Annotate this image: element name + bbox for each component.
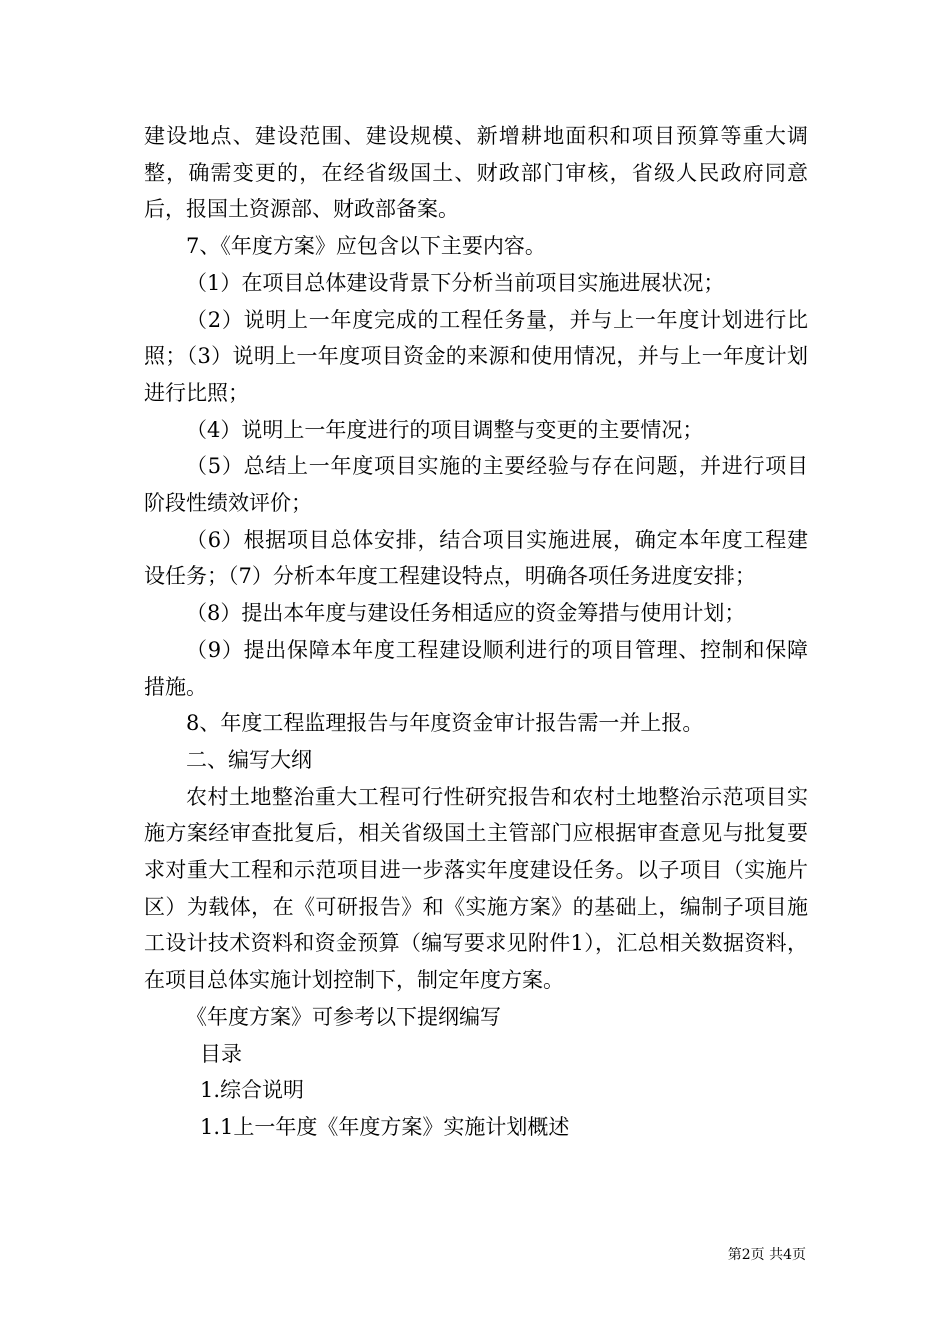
- list-item-4: （4）说明上一年度进行的项目调整与变更的主要情况；: [186, 417, 704, 442]
- section-heading-outline: 二、编写大纲: [186, 747, 312, 772]
- page-number-footer: 第2页 共4页: [727, 1247, 806, 1263]
- paragraph-item-8: 8、年度工程监理报告与年度资金审计报告需一并上报。: [186, 711, 704, 736]
- toc-heading: 目录: [200, 1041, 242, 1066]
- list-item-1: （1）在项目总体建设背景下分析当前项目实施进展状况；: [186, 270, 725, 295]
- toc-entry-1-1: 1.1上一年度《年度方案》实施计划概述: [200, 1114, 570, 1139]
- document-body: [144, 118, 808, 1146]
- list-item-5: （5）总结上一年度项目实施的主要经验与存在问题，并进行项目阶段性绩效评价；: [144, 454, 808, 516]
- paragraph-continuation: 建设地点、建设范围、建设规模、新增耕地面积和项目预算等重大调整，确需变更的，在经省级国土、财政部门审核，省级人民政府同意后，报国土资源部、财政部备案。: [144, 124, 808, 222]
- paragraph-outline-reference: 《年度方案》可参考以下提纲编写: [186, 1004, 501, 1029]
- paragraph-outline-body: 农村土地整治重大工程可行性研究报告和农村土地整治示范项目实施方案经审查批复后，相关省级国土主管部门应根据审查意见与批复要求对重大工程和示范项目进一步落实年度建设任务。以子项目（实施片区）为载体，在《可研报告》和《实施方案》的基础上，编制子项目施工设计技术资料和资金预算（编写要求见附件1），汇总相关数据资料，在项目总体实施计划控制下，制定年度方案。: [144, 784, 808, 993]
- list-item-6-7: （6）根据项目总体安排，结合项目实施进展，确定本年度工程建设任务；（7）分析本年度工程建设特点，明确各项任务进度安排；: [144, 527, 808, 589]
- paragraph-item-7: 7、《年度方案》应包含以下主要内容。: [186, 234, 546, 259]
- list-item-9: （9）提出保障本年度工程建设顺利进行的项目管理、控制和保障措施。: [144, 637, 808, 699]
- list-item-8: （8）提出本年度与建设任务相适应的资金筹措与使用计划；: [186, 601, 746, 626]
- list-item-2-3: （2）说明上一年度完成的工程任务量，并与上一年度计划进行比照；（3）说明上一年度项目资金的来源和使用情况，并与上一年度计划进行比照；: [144, 307, 808, 405]
- toc-entry-1: 1.综合说明: [200, 1078, 305, 1103]
